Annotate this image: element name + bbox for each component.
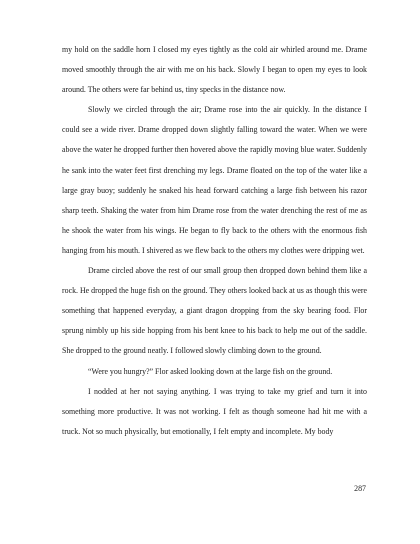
page-number: 287 — [354, 484, 366, 493]
paragraph: my hold on the saddle horn I closed my eyes tightly as the cold air whirled around me. Drame moved smoothly through the air with me on his back. Slowly I began to open my eyes to look around. The others were far behind us, tiny specks in the distance now. — [62, 45, 367, 95]
page-body-text — [62, 40, 367, 442]
paragraph: “Were you hungry?” Flor asked looking down at the large fish on the ground. — [88, 366, 333, 376]
paragraph: Slowly we circled through the air; Drame rose into the air quickly. In the distance I could see a wide river. Drame dropped down slightly falling toward the water. When we were above the water he dropped further then hovered above the rapidly moving blue water. Suddenly he sank into the water feet first drenching my legs. Drame floated on the top of the water like a large gray buoy; suddenly he snaked his head forward catching a large fish between his razor sharp teeth. Shaking the water from him Drame rose from the water drenching the rest of me as he shook the water from his wings. He began to fly back to the others with the enormous fish hanging from his mouth. I shivered as we flew back to the others my clothes were dripping wet. — [62, 105, 367, 255]
paragraph: I nodded at her not saying anything. I was trying to take my grief and turn it into something more productive. It was not working. I felt as though someone had hit me with a truck. Not so much physically, but emotionally, I felt empty and incomplete. My body — [62, 386, 367, 436]
paragraph: Drame circled above the rest of our small group then dropped down behind them like a rock. He dropped the huge fish on the ground. They others looked back at us as though this were something that happened everyday, a giant dragon dropping from the sky bearing food. Flor sprung nimbly up his side hopping from his bent knee to his back to help me out of the saddle. She dropped to the ground neatly. I followed slowly climbing down to the ground. — [62, 266, 367, 356]
